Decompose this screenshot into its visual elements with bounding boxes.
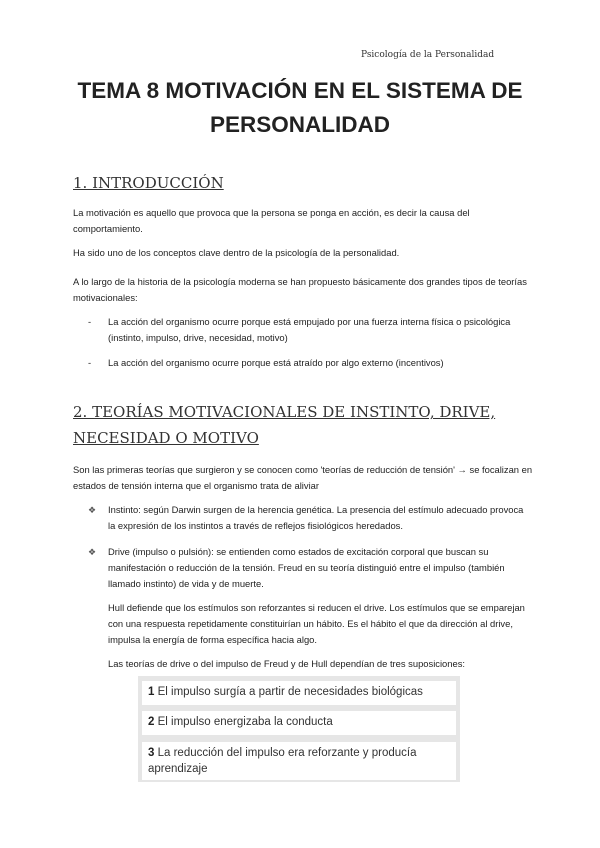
supposition-text: El impulso surgía a partir de necesidades biológicas — [157, 686, 423, 698]
list-item — [88, 314, 528, 346]
supposition-text: La reducción del impulso era reforzante y producía aprendizaje — [148, 747, 417, 775]
section-heading-introduccion: 1. INTRODUCCIÓN — [73, 174, 224, 192]
paragraph: La motivación es aquello que provoca que la persona se ponga en acción, es decir la causa del comportamiento. — [73, 207, 470, 234]
list-item — [88, 355, 528, 371]
diamond-bullet-icon: ❖ — [88, 505, 97, 515]
supposition-row — [142, 711, 456, 735]
list-item — [88, 502, 528, 534]
supposition-number: 1 — [148, 686, 155, 698]
paragraph-hull: Hull defiende que los estímulos son reforzantes si reducen el drive. Los estímulos que se emparejan con una respuesta repetidamente constituirían un hábito. Es el hábito el que da dirección al drive, impulsa la energía de forma específica hacia algo. — [108, 602, 525, 645]
paragraph: Ha sido uno de los conceptos clave dentro de la psicología de la personalidad. — [73, 247, 400, 258]
supposition-row — [142, 681, 456, 705]
list-item-text: La acción del organismo ocurre porque está empujado por una fuerza interna física o psicológica (instinto, impulso, drive, necesidad, motivo) — [108, 316, 511, 343]
section-heading-teorias: 2. TEORÍAS MOTIVACIONALES DE INSTINTO, DRIVE, NECESIDAD O MOTIVO — [73, 403, 496, 447]
list-item-text: Drive (impulso o pulsión): se entienden como estados de excitación corporal que buscan su manifestación o reducción de la tensión. Freud en su teoría distinguió entre el impulso (también llamado instinto) de vida y de muerte. — [108, 546, 505, 589]
supposition-row — [142, 742, 456, 780]
running-header: Psicología de la Personalidad — [361, 50, 495, 60]
paragraph-suppositions-intro: Las teorías de drive o del impulso de Freud y de Hull dependían de tres suposiciones: — [108, 658, 465, 669]
list-item-text: Instinto: según Darwin surgen de la herencia genética. La presencia del estímulo adecuado provoca la expresión de los instintos a través de reflejos fisiológicos heredados. — [108, 504, 524, 531]
dash-bullet-icon: - — [88, 357, 92, 368]
list-item-text: La acción del organismo ocurre porque está atraído por algo externo (incentivos) — [108, 357, 444, 368]
paragraph: Son las primeras teorías que surgieron y se conocen como 'teorías de reducción de tensión' → se focalizan en estados de tensión interna que el organismo trata de aliviar — [73, 464, 533, 491]
page-title: TEMA 8 MOTIVACIÓN EN EL SISTEMA DE PERSONALIDAD — [77, 78, 523, 137]
suppositions-figure — [138, 676, 460, 782]
paragraph: A lo largo de la historia de la psicología moderna se han propuesto básicamente dos grandes tipos de teorías motivacionales: — [73, 276, 527, 303]
dash-bullet-icon: - — [88, 316, 92, 327]
supposition-number: 3 — [148, 747, 155, 759]
supposition-text: El impulso energizaba la conducta — [157, 716, 333, 728]
diamond-bullet-icon: ❖ — [88, 547, 97, 557]
list-item — [88, 544, 528, 592]
supposition-number: 2 — [148, 716, 155, 728]
